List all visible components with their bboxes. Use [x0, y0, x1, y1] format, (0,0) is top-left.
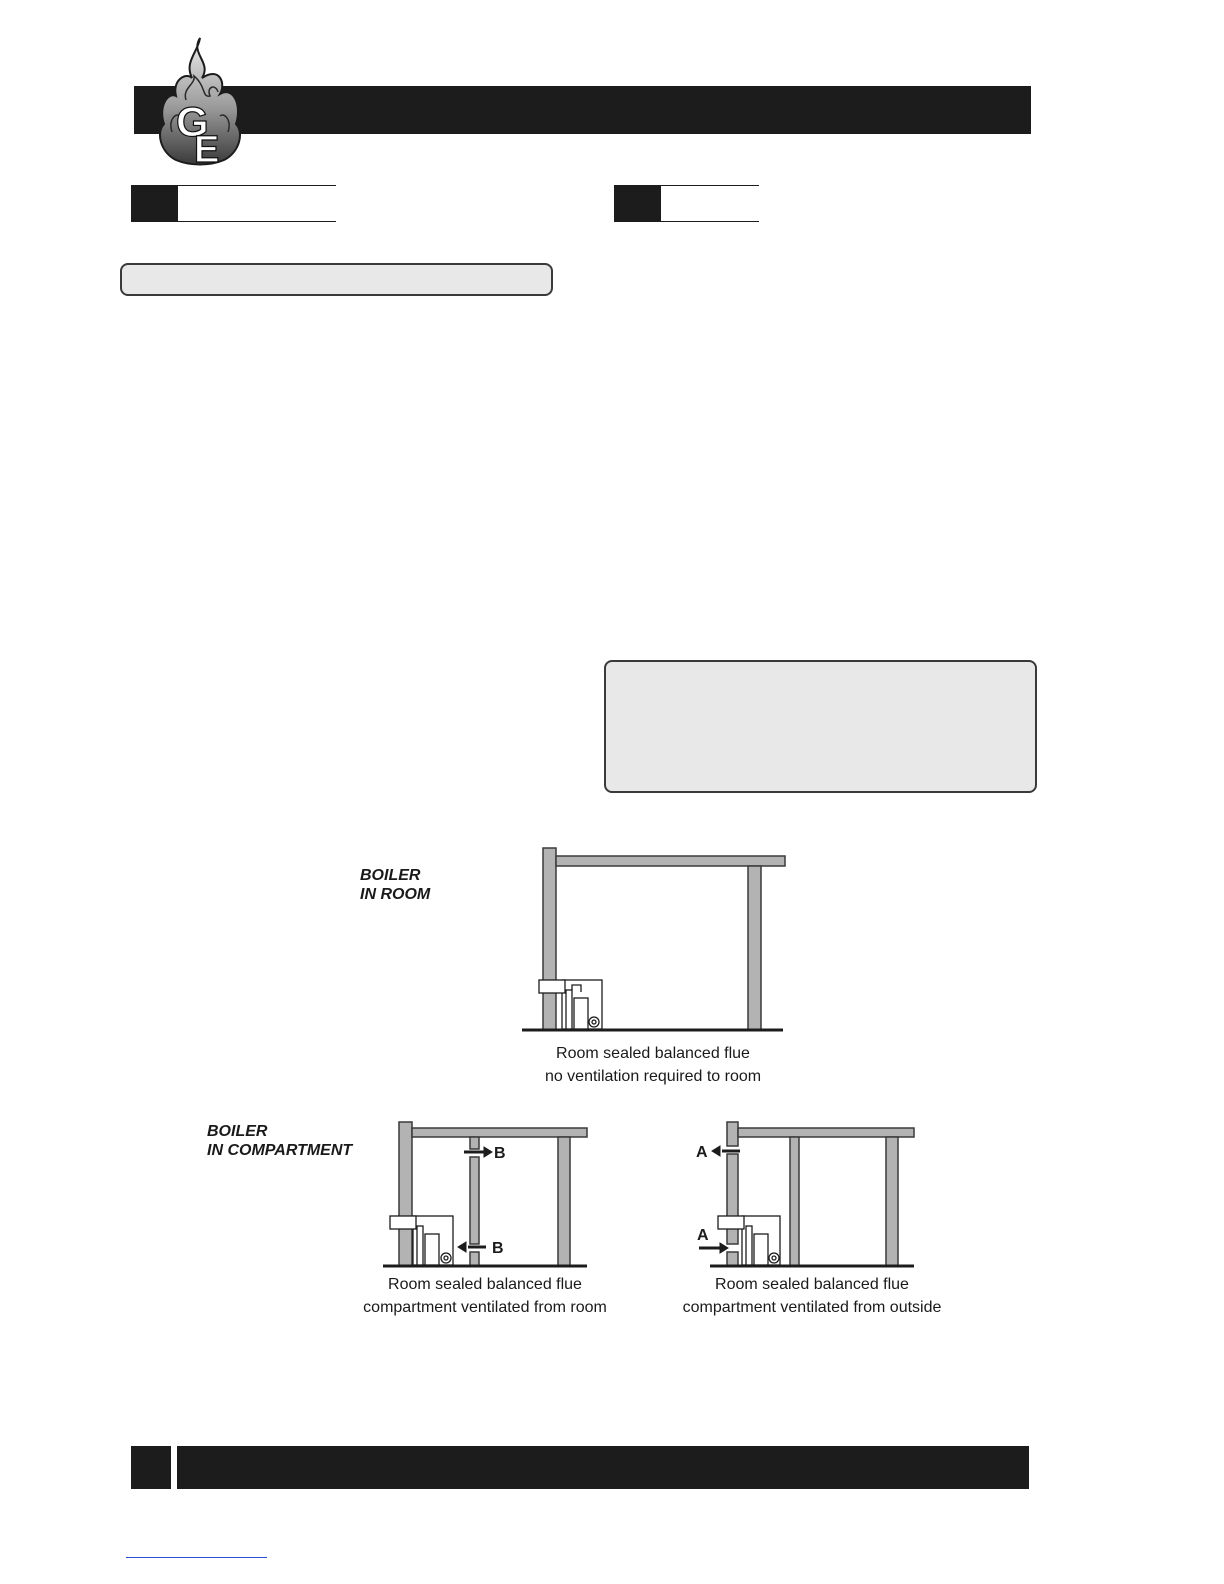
- vent-label-a-bottom: A: [697, 1227, 709, 1244]
- note-box: [604, 660, 1037, 793]
- section-title-tab-right: [661, 185, 759, 222]
- section-number-block-left: [131, 185, 178, 222]
- diagram-compartment-from-room: [380, 1112, 600, 1272]
- vent-label-a-top: A: [696, 1144, 708, 1161]
- diagram-compartment-from-outside: [690, 1112, 925, 1272]
- section-number-block-right: [614, 185, 661, 222]
- heading-boiler-in-compartment: BOILER IN COMPARTMENT: [207, 1123, 353, 1159]
- caption-line-1: Room sealed balanced flue: [556, 1045, 750, 1062]
- subheading-box: [120, 263, 553, 296]
- section-title-tab-left: [178, 185, 336, 222]
- caption-line-1: Room sealed balanced flue: [388, 1276, 582, 1293]
- right-wall: [748, 866, 761, 1030]
- caption-line-2: compartment ventilated from room: [363, 1299, 607, 1316]
- footer-bar: [177, 1446, 1029, 1489]
- caption-line-2: compartment ventilated from outside: [682, 1299, 942, 1316]
- svg-text:E: E: [194, 129, 220, 166]
- svg-text:G: G: [176, 98, 209, 145]
- caption-compartment-from-outside: [667, 1273, 957, 1319]
- caption-line-1: Room sealed balanced flue: [715, 1276, 909, 1293]
- vent-label-b-bottom: B: [492, 1240, 504, 1257]
- footer-link[interactable]: [126, 1557, 267, 1558]
- caption-boiler-in-room: [503, 1042, 803, 1088]
- header-bar: [134, 86, 1031, 134]
- diagram-boiler-in-room: [515, 840, 795, 1040]
- caption-compartment-from-room: [345, 1273, 625, 1319]
- left-wall: [543, 848, 556, 1030]
- vent-label-b-top: B: [494, 1145, 506, 1162]
- page-number-block: [131, 1446, 171, 1489]
- logo-letters: [166, 96, 246, 166]
- ceiling: [556, 856, 785, 866]
- caption-line-2: no ventilation required to room: [544, 1068, 762, 1085]
- heading-boiler-in-room: BOILER IN ROOM: [360, 867, 431, 903]
